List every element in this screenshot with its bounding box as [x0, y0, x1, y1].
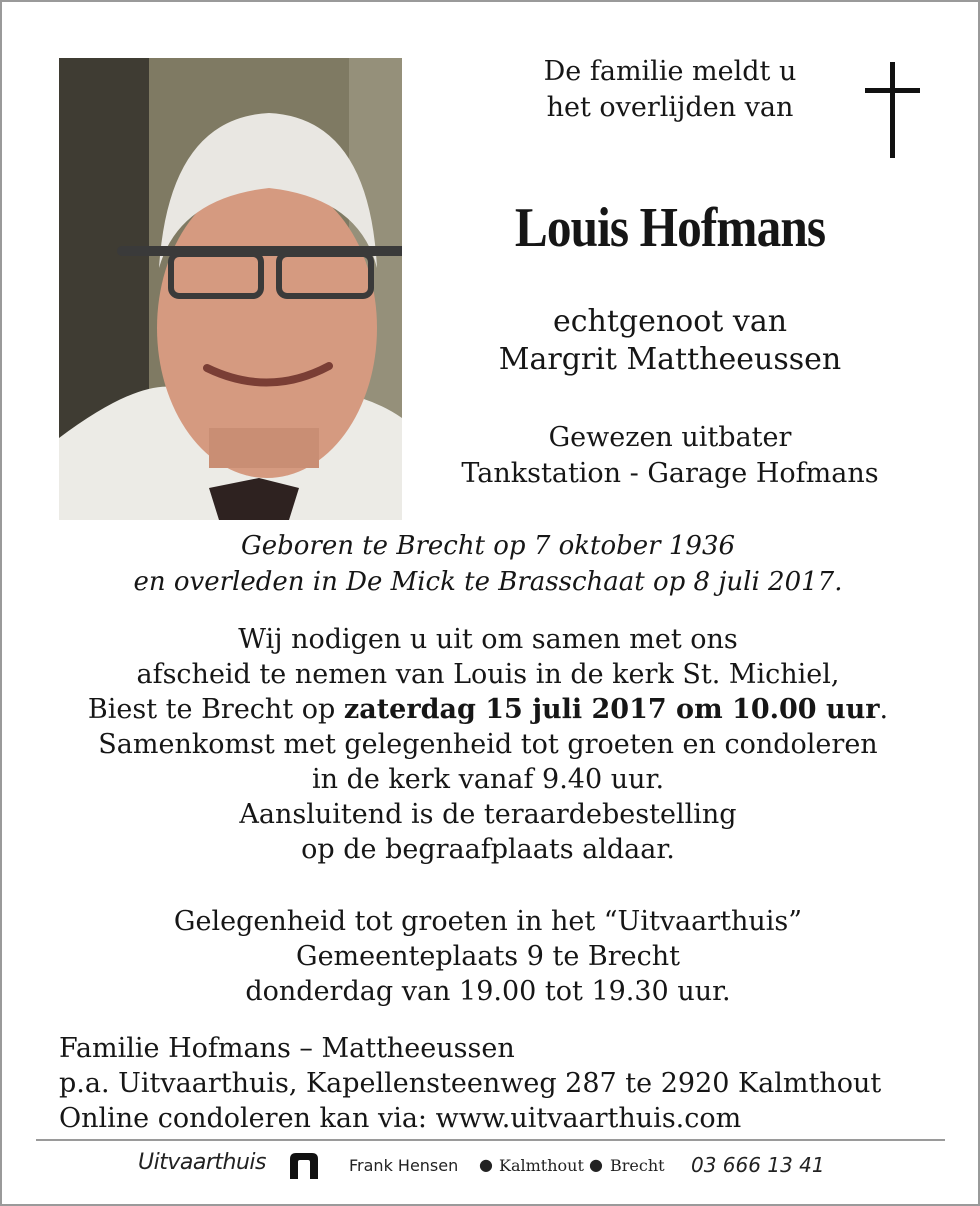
- phone-number: 03 666 13 41: [691, 1153, 825, 1177]
- visitation-line-3: donderdag van 19.00 tot 19.30 uur.: [245, 976, 731, 1007]
- separator-dot-2: ●: [589, 1155, 603, 1174]
- intro-line-2: het overlijden van: [546, 92, 794, 123]
- contact-address: p.a. Uitvaarthuis, Kapellensteenweg 287 te 2920 Kalmthout: [59, 1068, 882, 1099]
- arch-logo-icon: [290, 1153, 318, 1179]
- spouse-name: Margrit Mattheeussen: [498, 342, 842, 377]
- service-date-time: zaterdag 15 juli 2017 om 10.00 uur: [343, 694, 880, 725]
- service-line-4: Samenkomst met gelegenheid tot groeten en condoleren: [98, 729, 878, 760]
- visitation-line-1: Gelegenheid tot groeten in het “Uitvaarthuis”: [173, 906, 803, 937]
- town-brecht: Brecht: [610, 1156, 665, 1175]
- town-kalmthout: Kalmthout: [499, 1156, 584, 1175]
- deceased-name: Louis Hofmans: [514, 197, 826, 259]
- contact-block: [59, 1031, 949, 1136]
- footer-divider: [36, 1139, 945, 1141]
- intro-text: [500, 54, 840, 126]
- service-line-3-suffix: .: [879, 694, 889, 725]
- birth-line: Geboren te Brecht op 7 oktober 1936: [240, 531, 736, 561]
- profession-line-2: Tankstation - Garage Hofmans: [461, 458, 879, 489]
- service-line-1: Wij nodigen u uit om samen met ons: [238, 624, 738, 655]
- profession-line-1: Gewezen uitbater: [548, 422, 792, 453]
- footer: [0, 1150, 976, 1186]
- life-dates: [0, 528, 976, 600]
- portrait-photo: [59, 58, 402, 520]
- spouse-intro: echtgenoot van: [552, 304, 788, 339]
- intro-line-1: De familie meldt u: [543, 56, 797, 87]
- service-line-3: [0, 692, 976, 727]
- service-line-3-prefix: Biest te Brecht op: [87, 694, 344, 725]
- death-line: en overleden in De Mick te Brasschaat op 8 juli 2017.: [133, 567, 843, 597]
- service-line-6: Aansluitend is de teraardebestelling: [239, 799, 737, 830]
- service-line-7: op de begraafplaats aldaar.: [301, 834, 675, 865]
- visitation-line-2: Gemeenteplaats 9 te Brecht: [296, 941, 680, 972]
- visitation-text: [0, 904, 976, 1009]
- funeral-director: Frank Hensen: [349, 1156, 459, 1175]
- latin-cross-icon: [864, 62, 922, 160]
- funeral-home-brand: Uitvaarthuis: [138, 1150, 266, 1175]
- service-line-5: in de kerk vanaf 9.40 uur.: [311, 764, 665, 795]
- profession-block: [430, 420, 910, 492]
- service-line-2: afscheid te nemen van Louis in de kerk St. Michiel,: [136, 659, 840, 690]
- funeral-service-text: [0, 622, 976, 867]
- separator-dot-1: ●: [479, 1155, 493, 1174]
- family-name: Familie Hofmans – Mattheeussen: [59, 1033, 515, 1064]
- spouse-block: [440, 303, 900, 379]
- online-condolence: Online condoleren kan via: www.uitvaarthuis.com: [59, 1103, 742, 1134]
